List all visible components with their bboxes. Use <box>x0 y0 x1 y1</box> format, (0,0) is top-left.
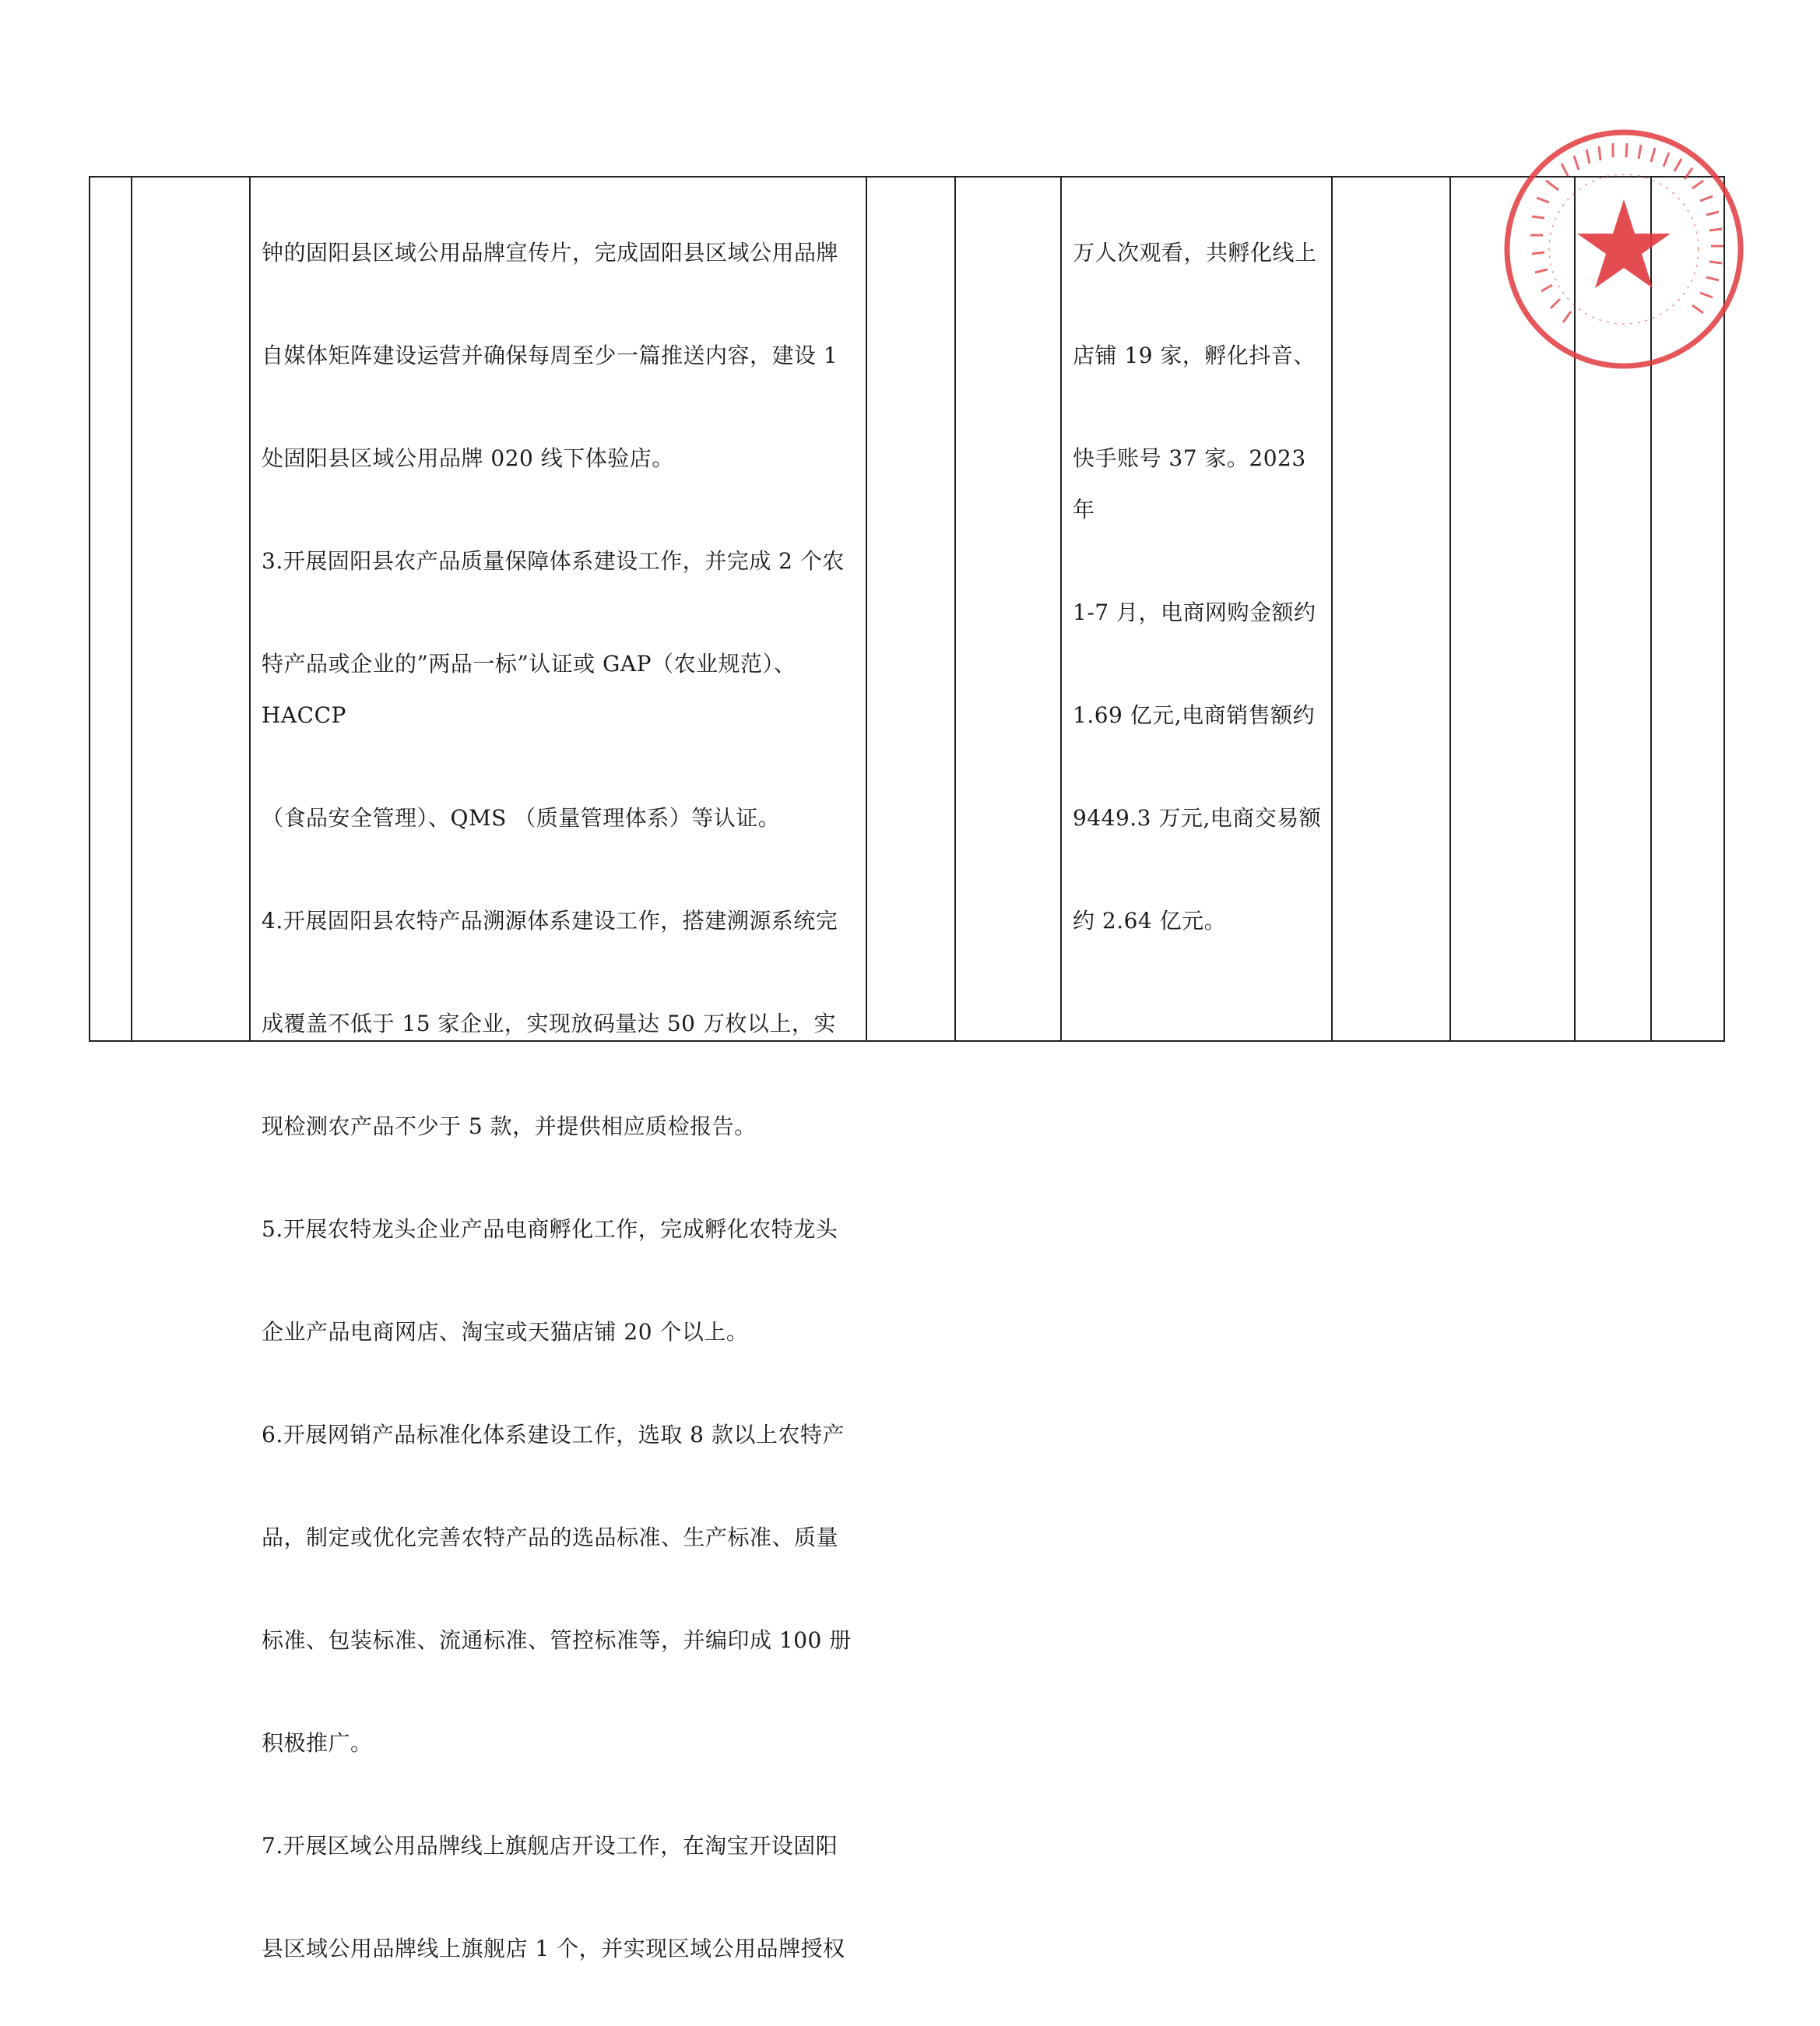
results-line: 9449.3 万元,电商交易额 <box>1073 805 1322 831</box>
results-line: 店铺 19 家，孵化抖音、 <box>1073 343 1316 368</box>
requirements-cell <box>262 176 861 2026</box>
results-line: 约 2.64 亿元。 <box>1073 908 1227 934</box>
column-divider <box>954 178 956 1040</box>
results-line: 快手账号 37 家。2023 年 <box>1073 445 1306 522</box>
column-divider <box>1331 178 1333 1040</box>
requirements-line: 3.开展固阳县农产品质量保障体系建设工作，并完成 2 个农 <box>262 548 845 574</box>
results-line: 1.69 亿元,电商销售额约 <box>1073 702 1316 728</box>
requirements-line: 成覆盖不低于 15 家企业，实现放码量达 50 万枚以上，实 <box>262 1011 836 1036</box>
requirements-line: 县区域公用品牌线上旗舰店 1 个，并实现区域公用品牌授权 <box>262 1936 845 1961</box>
requirements-line: 特产品或企业的”两品一标”认证或 GAP（农业规范）、HACCP <box>262 651 796 728</box>
requirements-line: 标准、包装标准、流通标准、管控标准等，并编印成 100 册 <box>262 1627 852 1653</box>
requirements-line: 钟的固阳县区域公用品牌宣传片，完成固阳县区域公用品牌 <box>262 240 839 266</box>
requirements-line: 自媒体矩阵建设运营并确保每周至少一篇推送内容，建设 1 <box>262 343 838 368</box>
results-cell <box>1073 176 1330 998</box>
requirements-line: 品，制定或优化完善农特产品的选品标准、生产标准、质量 <box>262 1525 839 1550</box>
official-seal <box>1499 125 1748 374</box>
column-divider <box>1060 178 1062 1040</box>
results-line: 万人次观看，共孵化线上 <box>1073 240 1317 266</box>
requirements-line: 处固阳县区域公用品牌 020 线下体验店。 <box>262 445 674 471</box>
requirements-line: 4.开展固阳县农特产品溯源体系建设工作，搭建溯源系统完 <box>262 908 838 934</box>
requirements-line: 企业产品电商网店、淘宝或天猫店铺 20 个以上。 <box>262 1319 749 1345</box>
requirements-line: 现检测农产品不少于 5 款，并提供相应质检报告。 <box>262 1113 757 1139</box>
results-line: 1-7 月，电商网购金额约 <box>1073 600 1316 625</box>
requirements-line: 积极推广。 <box>262 1730 373 1756</box>
column-divider <box>866 178 867 1040</box>
star-icon <box>1577 199 1671 288</box>
column-divider <box>249 178 251 1040</box>
column-divider <box>1449 178 1451 1040</box>
requirements-line: 7.开展区域公用品牌线上旗舰店开设工作，在淘宝开设固阳 <box>262 1833 838 1859</box>
column-divider <box>131 178 132 1040</box>
requirements-line: 6.开展网销产品标准化体系建设工作，选取 8 款以上农特产 <box>262 1422 845 1447</box>
requirements-line: （食品安全管理）、QMS （质量管理体系）等认证。 <box>262 805 781 831</box>
requirements-line: 5.开展农特龙头企业产品电商孵化工作，完成孵化农特龙头 <box>262 1216 838 1242</box>
